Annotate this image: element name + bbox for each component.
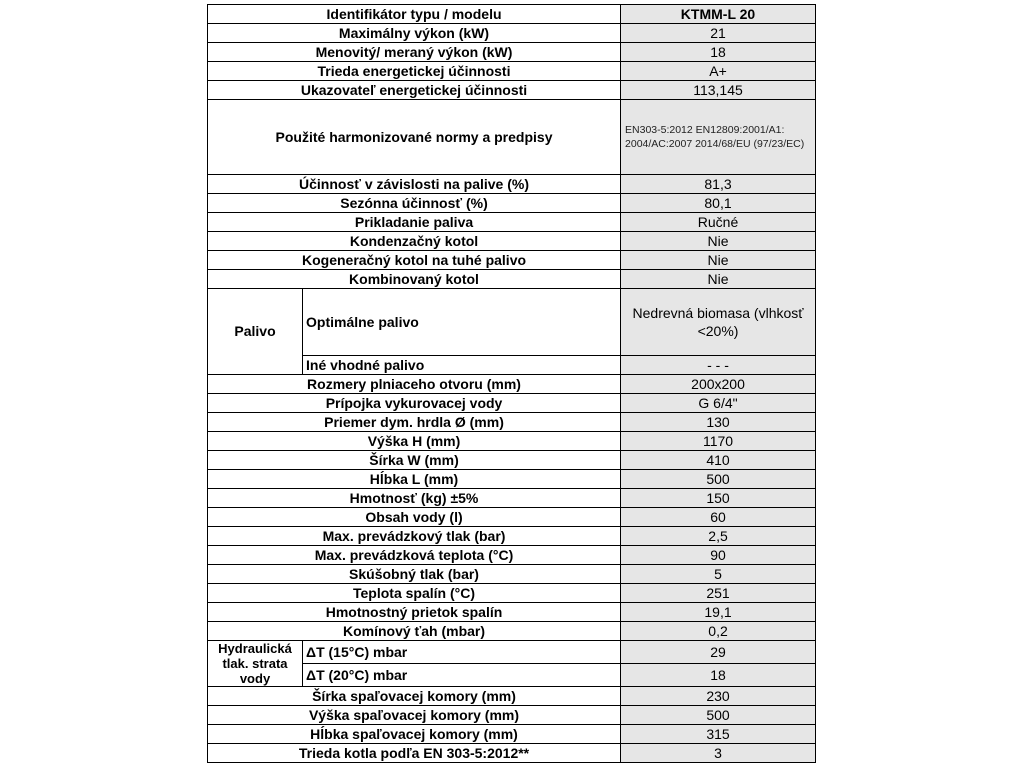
row-value: 60 bbox=[621, 508, 816, 527]
table-row bbox=[208, 706, 816, 725]
row-label: Prikladanie paliva bbox=[208, 213, 621, 232]
row-label: Rozmery plniaceho otvoru (mm) bbox=[208, 375, 621, 394]
table-row bbox=[208, 194, 816, 213]
table-row bbox=[208, 175, 816, 194]
hydraulic-row-label: ΔT (20°C) mbar bbox=[303, 664, 621, 687]
row-label: Účinnosť v závislosti na palive (%) bbox=[208, 175, 621, 194]
table-row bbox=[208, 24, 816, 43]
row-value: Nie bbox=[621, 232, 816, 251]
table-row bbox=[208, 81, 816, 100]
table-row bbox=[208, 470, 816, 489]
row-label: Kogeneračný kotol na tuhé palivo bbox=[208, 251, 621, 270]
row-label: Maximálny výkon (kW) bbox=[208, 24, 621, 43]
row-value: 21 bbox=[621, 24, 816, 43]
row-value: 410 bbox=[621, 451, 816, 470]
fuel-group-label: Palivo bbox=[208, 289, 303, 375]
table-row bbox=[208, 603, 816, 622]
row-label: Hĺbka spaľovacej komory (mm) bbox=[208, 725, 621, 744]
header-row bbox=[208, 5, 816, 24]
hydraulic-row-value: 18 bbox=[621, 664, 816, 687]
row-label: Max. prevádzkový tlak (bar) bbox=[208, 527, 621, 546]
spec-table-body bbox=[208, 5, 816, 763]
row-value: 81,3 bbox=[621, 175, 816, 194]
norms-row bbox=[208, 100, 816, 175]
row-label: Hĺbka L (mm) bbox=[208, 470, 621, 489]
model-value: KTMM-L 20 bbox=[621, 5, 816, 24]
row-value: G 6/4" bbox=[621, 394, 816, 413]
row-value: 80,1 bbox=[621, 194, 816, 213]
row-label: Sezónna účinnosť (%) bbox=[208, 194, 621, 213]
row-value: 3 bbox=[621, 744, 816, 763]
row-label: Prípojka vykurovacej vody bbox=[208, 394, 621, 413]
row-label: Kombinovaný kotol bbox=[208, 270, 621, 289]
table-row bbox=[208, 251, 816, 270]
row-value: 251 bbox=[621, 584, 816, 603]
table-row bbox=[208, 489, 816, 508]
row-value: 0,2 bbox=[621, 622, 816, 641]
row-value: 500 bbox=[621, 706, 816, 725]
table-row bbox=[208, 213, 816, 232]
row-label: Trieda kotla podľa EN 303-5:2012** bbox=[208, 744, 621, 763]
row-value: A+ bbox=[621, 62, 816, 81]
fuel-optimal-row bbox=[208, 289, 816, 356]
row-label: Trieda energetickej účinnosti bbox=[208, 62, 621, 81]
row-value: 315 bbox=[621, 725, 816, 744]
table-row bbox=[208, 270, 816, 289]
row-value: 19,1 bbox=[621, 603, 816, 622]
row-label: Obsah vody (l) bbox=[208, 508, 621, 527]
fuel-optimal-value: Nedrevná biomasa (vlhkosť <20%) bbox=[621, 289, 816, 356]
spec-table bbox=[207, 4, 816, 763]
hydraulic-row-label: ΔT (15°C) mbar bbox=[303, 641, 621, 664]
row-value: 200x200 bbox=[621, 375, 816, 394]
row-value: 18 bbox=[621, 43, 816, 62]
table-row bbox=[208, 62, 816, 81]
table-row bbox=[208, 394, 816, 413]
model-label: Identifikátor typu / modelu bbox=[208, 5, 621, 24]
table-row bbox=[208, 43, 816, 62]
table-row bbox=[208, 432, 816, 451]
row-label: Max. prevádzková teplota (°C) bbox=[208, 546, 621, 565]
table-row bbox=[208, 584, 816, 603]
norms-value: EN303-5:2012 EN12809:2001/A1: 2004/AC:2007 2014/68/EU (97/23/EC) bbox=[621, 100, 816, 175]
row-label: Komínový ťah (mbar) bbox=[208, 622, 621, 641]
row-label: Šírka spaľovacej komory (mm) bbox=[208, 687, 621, 706]
row-value: 113,145 bbox=[621, 81, 816, 100]
row-value: 5 bbox=[621, 565, 816, 584]
row-value: 130 bbox=[621, 413, 816, 432]
row-value: 150 bbox=[621, 489, 816, 508]
table-row bbox=[208, 622, 816, 641]
table-row bbox=[208, 413, 816, 432]
fuel-optimal-label: Optimálne palivo bbox=[303, 289, 621, 356]
norms-label: Použité harmonizované normy a predpisy bbox=[208, 100, 621, 175]
table-row bbox=[208, 744, 816, 763]
row-value: 230 bbox=[621, 687, 816, 706]
row-label: Menovitý/ meraný výkon (kW) bbox=[208, 43, 621, 62]
hydraulic-row-value: 29 bbox=[621, 641, 816, 664]
table-row bbox=[208, 508, 816, 527]
row-label: Hmotnosť (kg) ±5% bbox=[208, 489, 621, 508]
table-row bbox=[208, 451, 816, 470]
row-label: Kondenzačný kotol bbox=[208, 232, 621, 251]
row-label: Šírka W (mm) bbox=[208, 451, 621, 470]
row-label: Výška H (mm) bbox=[208, 432, 621, 451]
fuel-other-value: - - - bbox=[621, 356, 816, 375]
row-value: 500 bbox=[621, 470, 816, 489]
row-value: Ručné bbox=[621, 213, 816, 232]
row-label: Priemer dym. hrdla Ø (mm) bbox=[208, 413, 621, 432]
row-value: 2,5 bbox=[621, 527, 816, 546]
table-row bbox=[208, 232, 816, 251]
row-value: Nie bbox=[621, 270, 816, 289]
table-row bbox=[208, 725, 816, 744]
row-value: 90 bbox=[621, 546, 816, 565]
fuel-other-label: Iné vhodné palivo bbox=[303, 356, 621, 375]
hydraulic-group-label: Hydraulická tlak. strata vody bbox=[208, 641, 303, 687]
row-value: 1170 bbox=[621, 432, 816, 451]
table-row bbox=[208, 527, 816, 546]
hydraulic-row bbox=[208, 641, 816, 664]
row-label: Skúšobný tlak (bar) bbox=[208, 565, 621, 584]
row-value: Nie bbox=[621, 251, 816, 270]
row-label: Teplota spalín (°C) bbox=[208, 584, 621, 603]
row-label: Ukazovateľ energetickej účinnosti bbox=[208, 81, 621, 100]
table-row bbox=[208, 546, 816, 565]
table-row bbox=[208, 565, 816, 584]
table-row bbox=[208, 375, 816, 394]
row-label: Hmotnostný prietok spalín bbox=[208, 603, 621, 622]
table-row bbox=[208, 687, 816, 706]
row-label: Výška spaľovacej komory (mm) bbox=[208, 706, 621, 725]
